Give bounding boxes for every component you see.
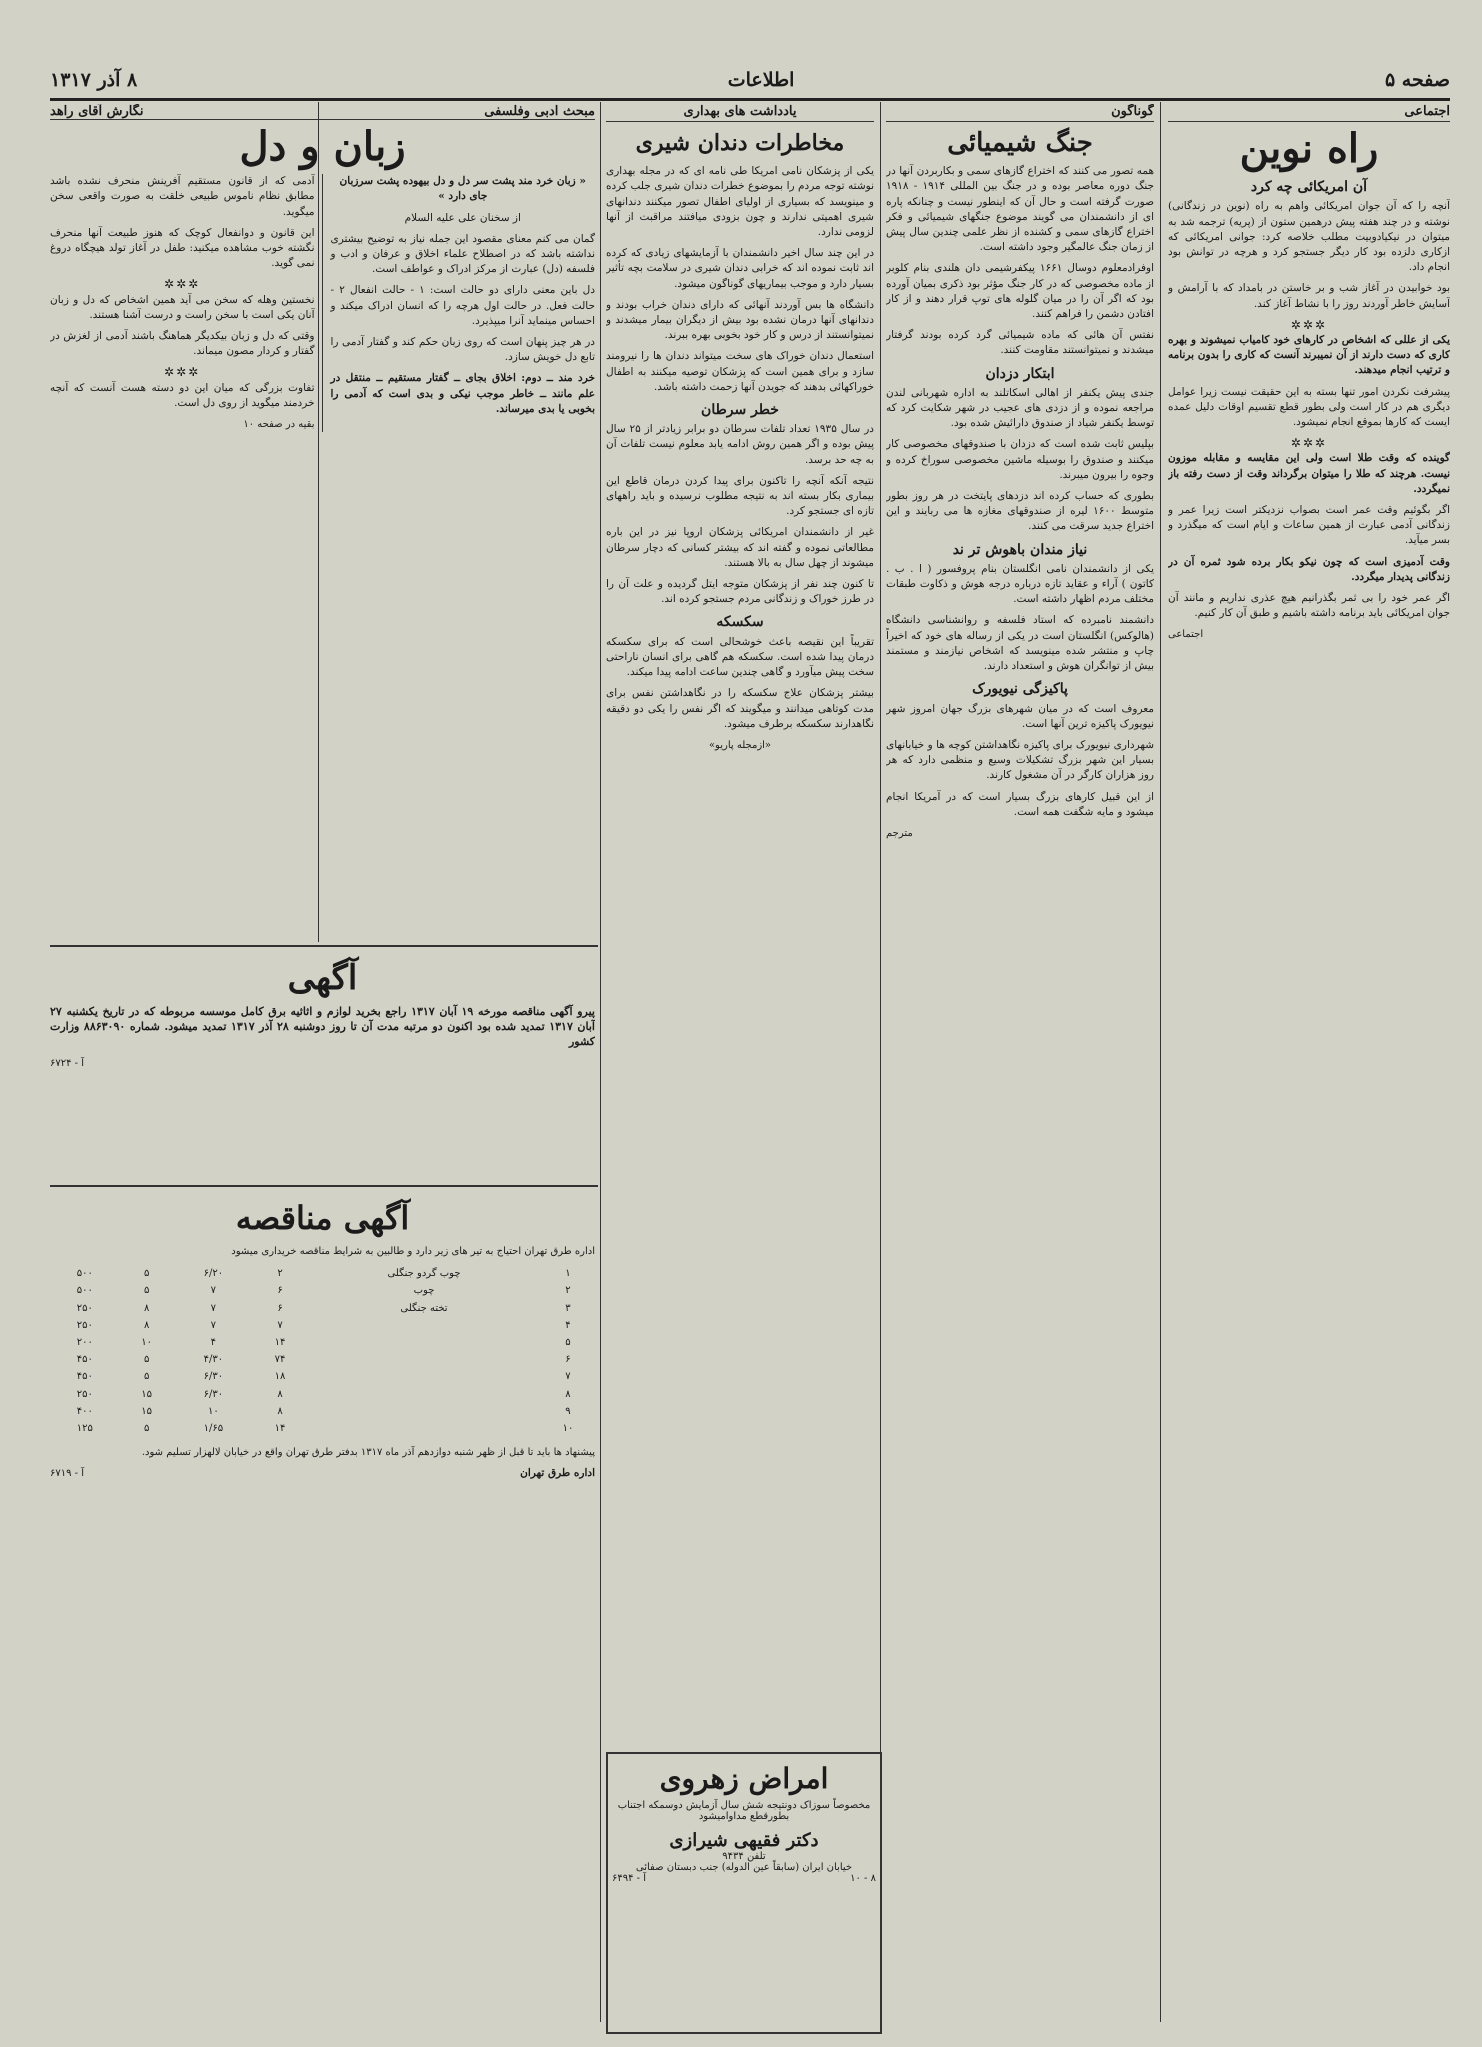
issue-date: ۸ آذر ۱۳۱۷ xyxy=(50,69,138,91)
table-cell: ۷ xyxy=(210,1319,217,1331)
article-title: زبان و دل xyxy=(239,123,406,171)
article-title: راه نوین xyxy=(1239,125,1379,173)
paragraph: جندی پیش یکنفر از اهالی اسکاتلند به اداره شهربانی لندن مراجعه نموده و از دزدی های عجیب در شهر شکایت کرد که توسط یکنفر شیاد از صندوق دارائیش شده بود. xyxy=(886,386,1154,430)
table-row xyxy=(50,1334,595,1351)
table-cell: ۲۵۰ xyxy=(76,1302,93,1314)
table-cell: ۸ xyxy=(277,1405,283,1417)
table-row xyxy=(50,1282,595,1299)
table-cell: ۱/۶۵ xyxy=(203,1423,224,1435)
table-cell: ۴۰۰ xyxy=(76,1405,93,1417)
table-cell: ۴ xyxy=(565,1319,571,1331)
table-cell: ۷۴ xyxy=(274,1354,286,1366)
table-cell: ۶ xyxy=(565,1354,571,1366)
paragraph: « زبان خرد مند پشت سر دل و دل بیهوده پشت سرزبان جای دارد » xyxy=(339,175,586,203)
paragraph: اوفرادمعلوم دوسال ۱۶۶۱ پیکفرشیمی دان هلندی بنام کلوبر از ماده مخصوصی که در کار جنگ مؤثر بود ذکری بمیان آورده بود که اگر آن را در میان گلوله های توپ قرار دهند و از کار افتادن دشمن را فراهم کنند. xyxy=(886,262,1154,321)
table-cell: ۵ xyxy=(143,1285,150,1297)
section-kicker: اجتماعی xyxy=(1168,104,1450,122)
paragraph: آنچه را که آن جوان امریکائی واهم به راه (نوین در زندگانی) نوشته و در چند هفته پیش درهمین ستون از (پریه) ترجمه شد به میتوان در نیکیادوبیت مطلب خلاصه کرد: جوانی امریکائی که ازکاری دلزده بود کار دیگر جستجو کرد و هرچه در توانش بود انجام داد. xyxy=(1168,200,1450,274)
table-cell: ۲ xyxy=(565,1285,571,1297)
article-subtitle: آن امریکائی چه کرد xyxy=(1250,179,1368,196)
paragraph: شهرداری نیویورک برای پاکیزه نگاهداشتن کوچه ها و خیابانهای بسیار این شهر بزرگ تشکیلات وسیع و منظمی دارد که هر روز هزاران کارگر در آن مشغول کارند. xyxy=(886,738,1154,782)
section-divider xyxy=(50,945,598,947)
byline: نگارش آقای راهد xyxy=(50,104,144,119)
table-cell: ۵ xyxy=(143,1354,150,1366)
doctor-address: خیابان ایران (سابقاً عین الدوله) جنب دبستان صفائی xyxy=(635,1862,853,1873)
literary-header xyxy=(50,104,595,120)
table-row xyxy=(50,1403,595,1420)
table-cell: ۷ xyxy=(277,1319,283,1331)
table-cell: ۸ xyxy=(143,1319,150,1331)
table-cell: ۶ xyxy=(277,1302,283,1314)
subheading: ابتکار دزدان xyxy=(985,365,1055,382)
page-header xyxy=(50,62,1450,101)
paragraph: همه تصور می کنند که اختراع گازهای سمی و بکاربردن آنها در جنگ دوره معاصر بوده و در جنگ بین المللی ۱۹۱۴ - ۱۹۱۸ صورت گرفته است و حال آن که اینطور نیست و چنانکه پاره ای از دانشمندان می گویند موضوع جنگهای شیمیائی و فکر اختراع گازهای سمی و کشنده از نظر علمی چندین سال پیش از زمان جنگ عالمگیر وجود داشته است. xyxy=(886,165,1154,254)
table-cell xyxy=(307,1403,541,1420)
paragraph: دل باین معنی دارای دو حالت است: ۱ - حالت انفعال ۲ - حالت فعل. در حالت اول هرچه را که انسان ادراک میکند و احساس مینماید آنرا میپذیرد. xyxy=(330,284,595,327)
table-cell xyxy=(307,1334,541,1351)
table-cell xyxy=(307,1351,541,1368)
table-cell: ۶/۳۰ xyxy=(203,1371,224,1383)
paragraph: در سال ۱۹۳۵ تعداد تلفات سرطان دو برابر زیادتر از ۲۵ سال پیش بوده و اگر همین روش ادامه یابد معلوم نیست تلفات آن به چه حد برسد. xyxy=(606,423,874,466)
source-note: «ازمجله پاریو» xyxy=(708,739,772,751)
table-cell: ۵ xyxy=(143,1423,150,1435)
separator-stars-icon: ✲✲✲ xyxy=(164,277,201,292)
paragraph: پیشرفت نکردن امور تنها بسته به این حقیقت نیست زیرا عوامل دیگری هم در کار است ولی بطور قطع تقسیم اوقات دلیل عمده ایست که کارها بموقع انجام نمیشود. xyxy=(1168,385,1450,429)
table-cell: ۷ xyxy=(210,1285,217,1297)
paragraph: این قانون و دوانفعال کوچک که هنوز طبیعت آنها منحرف نگشته خوب مشاهده میکنید: طفل در آغاز تولد هیچگاه دروغ نمی گوید. xyxy=(50,226,315,270)
notice-code: آ - ۶۷۲۴ xyxy=(50,1057,84,1069)
paragraph: نفتس آن هائی که ماده شیمیائی گرد کرده بودند گرفتار میشدند و نمیتوانستند مقاومت کنند. xyxy=(886,329,1154,357)
table-cell: ۵۰۰ xyxy=(76,1268,93,1280)
paragraph: معروف است که در میان شهرهای بزرگ جهان امروز شهر نیویورک پاکیزه ترین آنها است. xyxy=(886,702,1154,730)
paragraph: وقتی که دل و زبان بیکدیگر هماهنگ باشند آدمی از لغزش در گفتار و کردار مصون میماند. xyxy=(50,330,315,358)
table-row xyxy=(50,1265,595,1282)
table-cell: تخته جنگلی xyxy=(400,1302,448,1314)
table-cell: ۹ xyxy=(565,1405,571,1417)
paragraph: نتیجه آنکه آنچه را تاکنون برای پیدا کردن درمان قاطع این بیماری بکار بسته اند به نتیجه مطلوب نرسیده و باید راههای تازه ای جستجو کرد. xyxy=(606,474,874,518)
table-cell: ۴۵۰ xyxy=(76,1371,93,1383)
notice-ad xyxy=(50,952,595,1182)
paragraph: وقت آدمیزی است که چون نیکو بکار برده شود ثمره آن در زندگانی پدیدار میگردد. xyxy=(1168,555,1450,583)
paragraph: از سخنان علی علیه السلام xyxy=(404,211,521,224)
notice-text: پیرو آگهی مناقصه مورخه ۱۹ آبان ۱۳۱۷ راجع بخرید لوازم و اثاثیه برق کامل موسسه مربوطه که در تاریخ یکشنبه ۲۷ آبان ۱۳۱۷ تمدید شده بود اکنون دو مرتبه مدت آن تا روز دوشنبه ۲۸ آذر ۱۳۱۷ تمدید میشود. شماره ۸۸۶۳۰۹۰ وزارت کشور xyxy=(50,1005,595,1049)
table-cell: ۱۰ xyxy=(207,1405,219,1417)
table-cell: ۷ xyxy=(210,1302,217,1314)
page-number: صفحه ۵ xyxy=(1384,69,1450,91)
table-cell: ۱۴ xyxy=(274,1337,286,1349)
doctor-footer xyxy=(612,1873,876,1884)
table-cell: ۸ xyxy=(277,1388,283,1400)
paragraph: تفاوت بزرگی که میان این دو دسته هست آنست که آنچه خردمند میگوید از روی دل است. xyxy=(50,381,315,409)
table-cell: ۲۵۰ xyxy=(76,1388,93,1400)
paragraph: تا کنون چند نفر از پزشکان متوجه ایتل گردیده و علت آن را در طرز خوراک و زندگانی مردم جستجو کرده اند. xyxy=(606,578,874,606)
table-cell: ۵ xyxy=(143,1371,150,1383)
doctor-name: دکتر فقیهی شیرازی xyxy=(669,1830,819,1851)
table-row xyxy=(50,1351,595,1368)
column-social xyxy=(1168,104,1450,2034)
subheading: نیاز مندان باهوش تر ند xyxy=(952,541,1088,558)
paragraph: استعمال دندان خوراک های سخت میتواند دندان ها را نیرومند سازد و برای همین است که پزشکان توصیه میکنند به اطفال خوراکهائی بدهند که جویدن آنها زحمت داشته باشد. xyxy=(606,350,874,393)
table-cell: ۱۰ xyxy=(141,1337,153,1349)
table-cell: ۵ xyxy=(565,1337,571,1349)
table-row xyxy=(50,1420,595,1437)
tender-title: آگهی مناقصه xyxy=(235,1199,410,1237)
tender-ad xyxy=(50,1192,595,2032)
article-title: جنگ شیمیائی xyxy=(947,128,1093,159)
subheading: سکسکه xyxy=(716,614,764,631)
column-dental xyxy=(606,104,874,1744)
table-cell: ۶ xyxy=(277,1285,283,1297)
separator-stars-icon: ✲✲✲ xyxy=(164,365,201,380)
paragraph: بطوری که حساب کرده اند دزدهای پایتخت در هر روز بطور متوسط ۱۶۰۰ لیره از صندوقهای مغازه ها می ربایند و این اختراع جدید سرقت می کنند. xyxy=(886,490,1154,533)
tender-table xyxy=(50,1265,595,1437)
table-cell: ۱ xyxy=(565,1268,571,1280)
table-row xyxy=(50,1317,595,1334)
table-row xyxy=(50,1300,595,1317)
table-cell: چوب گردو جنگلی xyxy=(387,1268,461,1280)
paragraph: غیر از دانشمندان امریکائی پزشکان اروپا نیز در این باره مطالعاتی نموده و گفته اند که بیشتر کسانی که دچار سرطان میشوند از چهل سال به بالا هستند. xyxy=(606,526,874,569)
separator-stars-icon: ✲✲✲ xyxy=(1290,317,1328,332)
table-cell: ۷ xyxy=(565,1371,571,1383)
paragraph: در هر چیز پنهان است که روی زبان حکم کند و گفتار آدمی را تابع دل خویش سازد. xyxy=(330,336,595,364)
tender-sign: اداره طرق تهران xyxy=(520,1467,595,1480)
article-title: مخاطرات دندان شیری xyxy=(635,130,845,157)
table-cell: ۴/۳۰ xyxy=(203,1354,224,1366)
table-cell: ۲ xyxy=(277,1268,283,1280)
paragraph: دانشمند نامبرده که استاد فلسفه و روانشناسی دانشگاه (هالوکس) انگلستان است در یکی از رساله های خود که اخیراً چاپ و منتشر شده مینویسد که اشخاص نیازمند و مستمند بیش از توانگران هوش و استعداد دارند. xyxy=(886,614,1154,673)
table-cell: ۱۵ xyxy=(141,1405,153,1417)
table-cell: ۳ xyxy=(565,1302,571,1314)
paragraph: از این قبیل کارهای بزرگ بسیار است که در آمریکا انجام میشود و مایه شگفت همه است. xyxy=(886,790,1154,818)
continued-note: بقیه در صفحه ۱۰ xyxy=(243,419,315,431)
paragraph: یکی از دانشمندان نامی انگلستان بنام پروفسور ( ا . ب . کاتون ) آراء و عقاید تازه درباره درجه هوش و ذکاوت طبقات مختلف مردم اظهار داشته است. xyxy=(886,562,1154,606)
section-kicker: مبحث ادبی وفلسفی xyxy=(484,104,595,119)
literary-body xyxy=(50,174,595,432)
paragraph: یکی از عللی که اشخاص در کارهای خود کامیاب نمیشوند و بهره کاری که دست دارند از آن نمیبرند آنست که کاری را بدون برنامه و ترتیب انجام میدهند. xyxy=(1168,334,1450,377)
table-cell: ۱۲۵ xyxy=(76,1423,93,1435)
table-cell: ۱۵ xyxy=(141,1388,153,1400)
table-cell: ۵ xyxy=(143,1268,150,1280)
paragraph: یکی از پزشکان نامی امریکا طی نامه ای که در مجله بهداری نوشته توجه مردم را بموضوع خطرات دندان شیری جلب کرده و مینویسد که بسیاری از اولیای اطفال تصور میکنند دندانهای شیری اهمیتی ندارند و چون بزودی میافتند مراقبت از آنها لزومی ندارد. xyxy=(606,165,874,239)
table-cell: ۶/۲۰ xyxy=(203,1268,224,1280)
paragraph: نخستین وهله که سخن می آید همین اشخاص که دل و زبان آنان یکی است با سخن راست و درست آشنا هستند. xyxy=(50,293,315,321)
section-divider xyxy=(50,1185,598,1187)
table-cell xyxy=(307,1368,541,1385)
table-cell: ۸ xyxy=(565,1388,571,1400)
column-divider xyxy=(880,102,881,2022)
paragraph: در این چند سال اخیر دانشمندان با آزمایشهای زیادی که کرده اند ثابت نموده اند که خرابی دندان شیری در سلامت بچه تأثیر بسیار دارد و موجب بیماریهای گوناگون میشود. xyxy=(606,247,874,290)
column-literary xyxy=(50,104,595,944)
table-cell xyxy=(307,1420,541,1437)
column-misc xyxy=(886,104,1154,2034)
doctor-code: آ - ۶۴۹۴ xyxy=(612,1873,646,1884)
paragraph: بپلیس ثابت شده است که دزدان با صندوقهای مخصوصی کار میکنند و صندوق را بوسیله ماشین مخصوصی سوراخ کرده و وجوه را بیرون میبرند. xyxy=(886,438,1154,481)
table-cell: چوب xyxy=(413,1285,435,1297)
table-row xyxy=(50,1368,595,1385)
doctor-phone: تلفن ۹۴۳۴ xyxy=(722,1851,766,1862)
paragraph: خرد مند ــ دوم: اخلاق بجای ــ گفتار مستقیم ــ منتقل در علم مانند ــ خاطر موجب نیکی و بدی است که آدمی را بخوبی یا بدی میرساند. xyxy=(330,372,595,415)
column-divider xyxy=(600,102,601,2022)
paragraph: گوینده که وقت طلا است ولی این مقایسه و مقابله موزون نیست. هرچند که طلا را میتوان برگرداند وقت از دست رفته باز نمیگردد. xyxy=(1168,452,1450,495)
separator-stars-icon: ✲✲✲ xyxy=(1290,436,1328,451)
table-cell: ۲۵۰ xyxy=(76,1319,93,1331)
section-kicker: یادداشت های بهداری xyxy=(606,104,874,122)
tender-intro: اداره طرق تهران احتیاج به تیر های زیر دارد و طالبین به شرایط مناقصه خریداری میشود xyxy=(231,1246,595,1257)
tender-footer: پیشنهاد ها باید تا قبل از ظهر شنبه دوازدهم آذر ماه ۱۳۱۷ بدفتر طرق تهران واقع در خیابان لالهزار تسلیم شود. xyxy=(141,1447,595,1459)
paragraph: اگر بگوئیم وقت عمر است بصواب نزدیکتر است زیرا عمر و زندگانی آدمی عبارت از همین ساعات و ایام است که میگذرد و بسر میآید. xyxy=(1168,504,1450,547)
subheading: پاکیزگی نیویورک xyxy=(972,681,1068,698)
section-kicker: گوناگون xyxy=(886,104,1154,122)
doctor-ad xyxy=(606,1752,882,2034)
doctor-ad-title: امراض زهروی xyxy=(659,1762,829,1795)
table-cell: ۵۰۰ xyxy=(76,1285,93,1297)
table-cell: ۶/۳۰ xyxy=(203,1388,224,1400)
paragraph: اگر عمر خود را بی ثمر بگذرانیم هیچ عذری نداریم و مانند آن جوان امریکائی باید برنامه داشته باشیم و طبق آن کار کنیم. xyxy=(1168,592,1450,620)
table-cell: ۱۴ xyxy=(274,1423,286,1435)
paragraph: دانشگاه ها بس آوردند آنهائی که دارای دندان خراب بودند و دندانهای آنها درمان نشده بود بیش از دیگران بیمار میشدند و نمیتوانستند از درس و کار خود بخوبی بهره ببرند. xyxy=(606,298,874,342)
table-cell: ۴۵۰ xyxy=(76,1354,93,1366)
author-sign: مترجم xyxy=(886,827,913,839)
paragraph: بیشتر پزشکان علاج سکسکه را در نگاهداشتن نفس برای مدت کوتاهی میدانند و میگویند که اگر نفس را یکی دو دقیقه نگاهدارند سکسکه برطرف میشود. xyxy=(606,687,874,730)
tender-sign-row xyxy=(50,1466,595,1481)
subheading: خطر سرطان xyxy=(701,402,779,419)
column-divider xyxy=(1160,102,1161,2022)
author-sign: اجتماعی xyxy=(1168,629,1204,641)
table-cell xyxy=(307,1317,541,1334)
paragraph: گمان می کنم معنای مقصود این جمله نیاز به توضیح بیشتری نداشته باشد که در اصطلاح علماء اخلاق و عرفان و ادب و فلسفه (دل) عبارت از مرکز ادراک و عواطف است. xyxy=(330,232,595,276)
doctor-ad-text: مخصوصاً سوزاک دونتیجه شش سال آزمایش دوسمکه اجتناب بطورقطع مداوامیشود xyxy=(617,1800,871,1822)
paragraph: آدمی که از قانون مستقیم آفرینش منحرف نشده باشد مطابق نظام ناموس طبیعی خلقت به صورت واقعی سخن میگوید. xyxy=(50,175,315,218)
table-cell: ۴ xyxy=(210,1337,217,1349)
notice-title: آگهی xyxy=(287,958,358,998)
table-cell xyxy=(307,1386,541,1403)
doctor-hours: ۸ - ۱۰ xyxy=(850,1873,876,1884)
newspaper-name: اطلاعات xyxy=(727,69,795,91)
table-cell: ۸ xyxy=(143,1302,150,1314)
paragraph: بود خوابیدن در آغاز شب و بر خاستن در بامداد که با آرامش و آسایش خاطر آوردند روز را با نشاط آغاز کند. xyxy=(1168,282,1450,310)
tender-code: آ - ۶۷۱۹ xyxy=(50,1468,84,1480)
table-cell: ۲۰۰ xyxy=(76,1337,93,1349)
table-cell: ۱۸ xyxy=(274,1371,286,1383)
table-row xyxy=(50,1386,595,1403)
table-cell: ۱۰ xyxy=(562,1423,574,1435)
paragraph: تقریباً این نقیصه باعث خوشحالی است که برای سکسکه درمان پیدا شده است. سکسکه هم گاهی برای انسان ناراحتی سخت پیش میآورد و گاهی چندین ساعت ادامه پیدا میکند. xyxy=(606,635,874,679)
